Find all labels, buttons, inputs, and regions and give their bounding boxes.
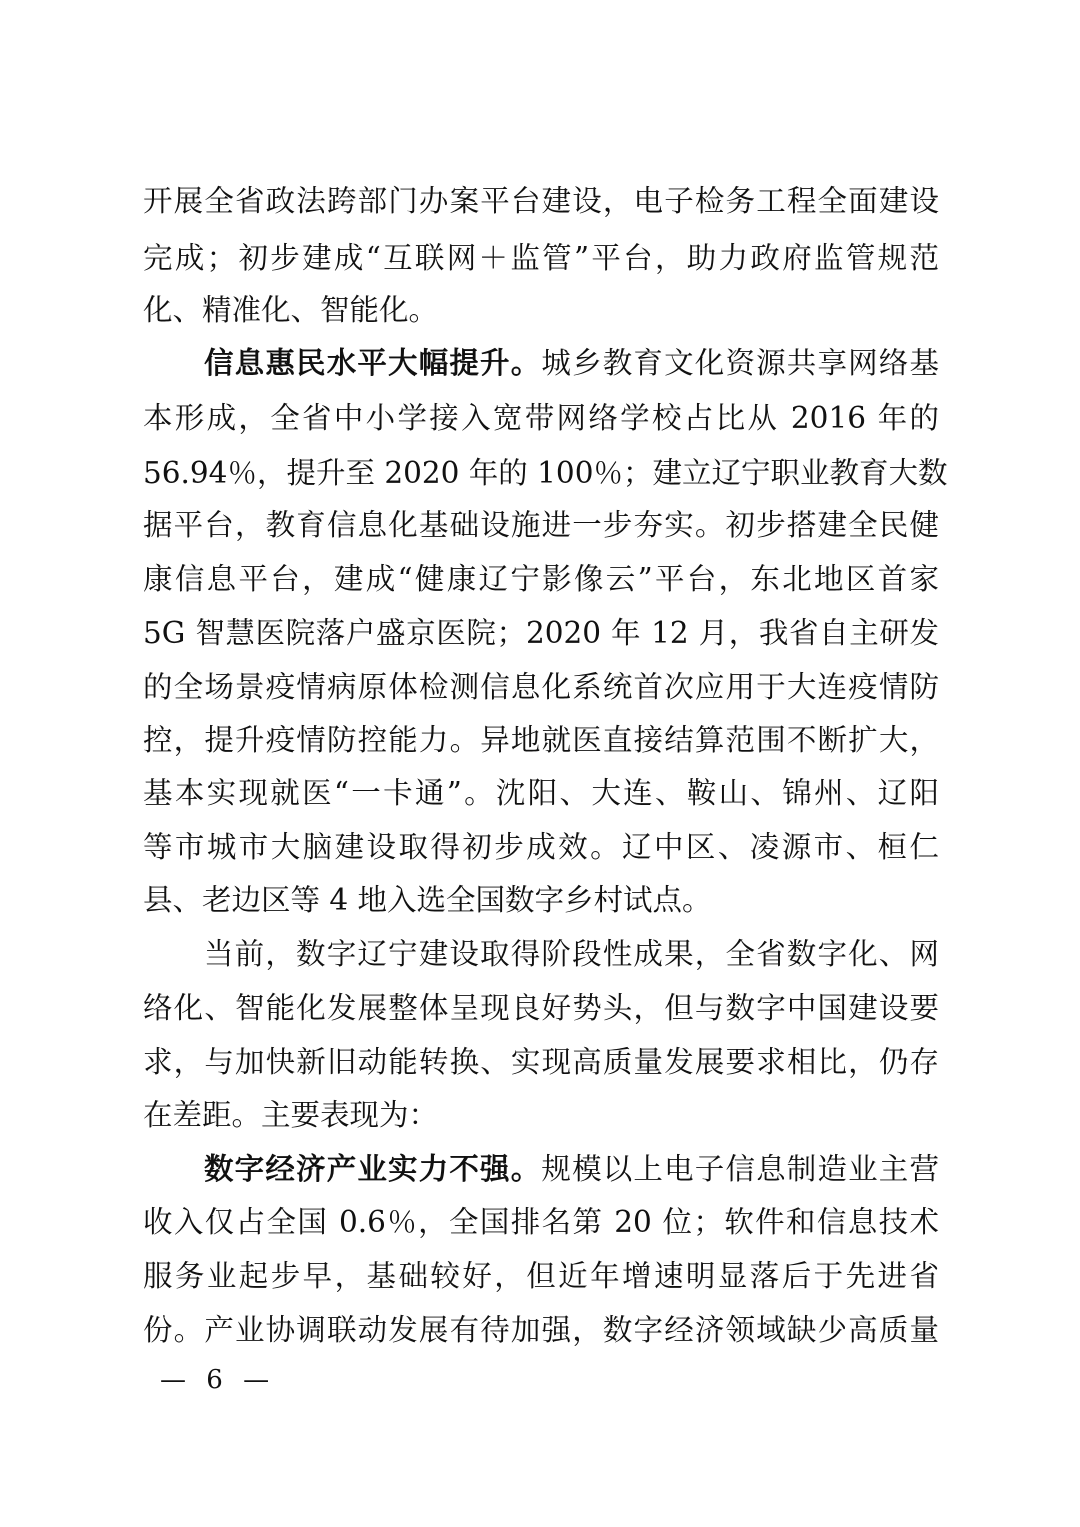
text-line: 络化、智能化发展整体呈现良好势头，但与数字中国建设要 [143, 991, 939, 1025]
text-line: 求，与加快新旧动能转换、实现高质量发展要求相比，仍存 [143, 1045, 939, 1079]
text-line: 等市城市大脑建设取得初步成效。辽中区、凌源市、桓仁 [143, 830, 939, 864]
text-line: 收入仅占全国 0.6％，全国排名第 20 位；软件和信息技术 [143, 1205, 939, 1239]
text-line: 开展全省政法跨部门办案平台建设，电子检务工程全面建设 [143, 184, 939, 218]
text-line: 控，提升疫情防控能力。异地就医直接结算范围不断扩大， [143, 723, 939, 757]
text-line: 份。产业协调联动发展有待加强，数字经济领域缺少高质量 [143, 1313, 939, 1347]
text-line: 的全场景疫情病原体检测信息化系统首次应用于大连疫情防 [143, 670, 939, 704]
page-number: — 6 — [160, 1365, 276, 1395]
text-run: 规模以上电子信息制造业主营 [541, 1152, 939, 1186]
text-line: 完成；初步建成“互联网＋监管”平台，助力政府监管规范 [143, 241, 939, 275]
text-line: 5G 智慧医院落户盛京医院；2020 年 12 月，我省自主研发 [143, 616, 939, 650]
text-line: 56.94％，提升至 2020 年的 100％；建立辽宁职业教育大数 [143, 456, 948, 490]
text-line: 基本实现就医“一卡通”。沈阳、大连、鞍山、锦州、辽阳 [143, 776, 939, 810]
text-line: 县、老边区等 4 地入选全国数字乡村试点。 [143, 883, 712, 917]
text-line [204, 1149, 939, 1189]
section-heading: 数字经济产业实力不强。 [204, 1152, 542, 1186]
text-line [204, 343, 939, 383]
section-heading: 信息惠民水平大幅提升。 [204, 346, 542, 380]
text-line: 服务业起步早，基础较好，但近年增速明显落后于先进省 [143, 1259, 939, 1293]
text-run: 城乡教育文化资源共享网络基 [541, 346, 939, 380]
text-line: 据平台，教育信息化基础设施进一步夯实。初步搭建全民健 [143, 508, 939, 542]
text-line: 在差距。主要表现为： [143, 1098, 439, 1132]
text-line: 康信息平台，建成“健康辽宁影像云”平台，东北地区首家 [143, 562, 939, 596]
text-line: 当前，数字辽宁建设取得阶段性成果，全省数字化、网 [204, 937, 939, 971]
text-line: 化、精准化、智能化。 [143, 293, 439, 327]
text-line: 本形成，全省中小学接入宽带网络学校占比从 2016 年的 [143, 401, 939, 435]
